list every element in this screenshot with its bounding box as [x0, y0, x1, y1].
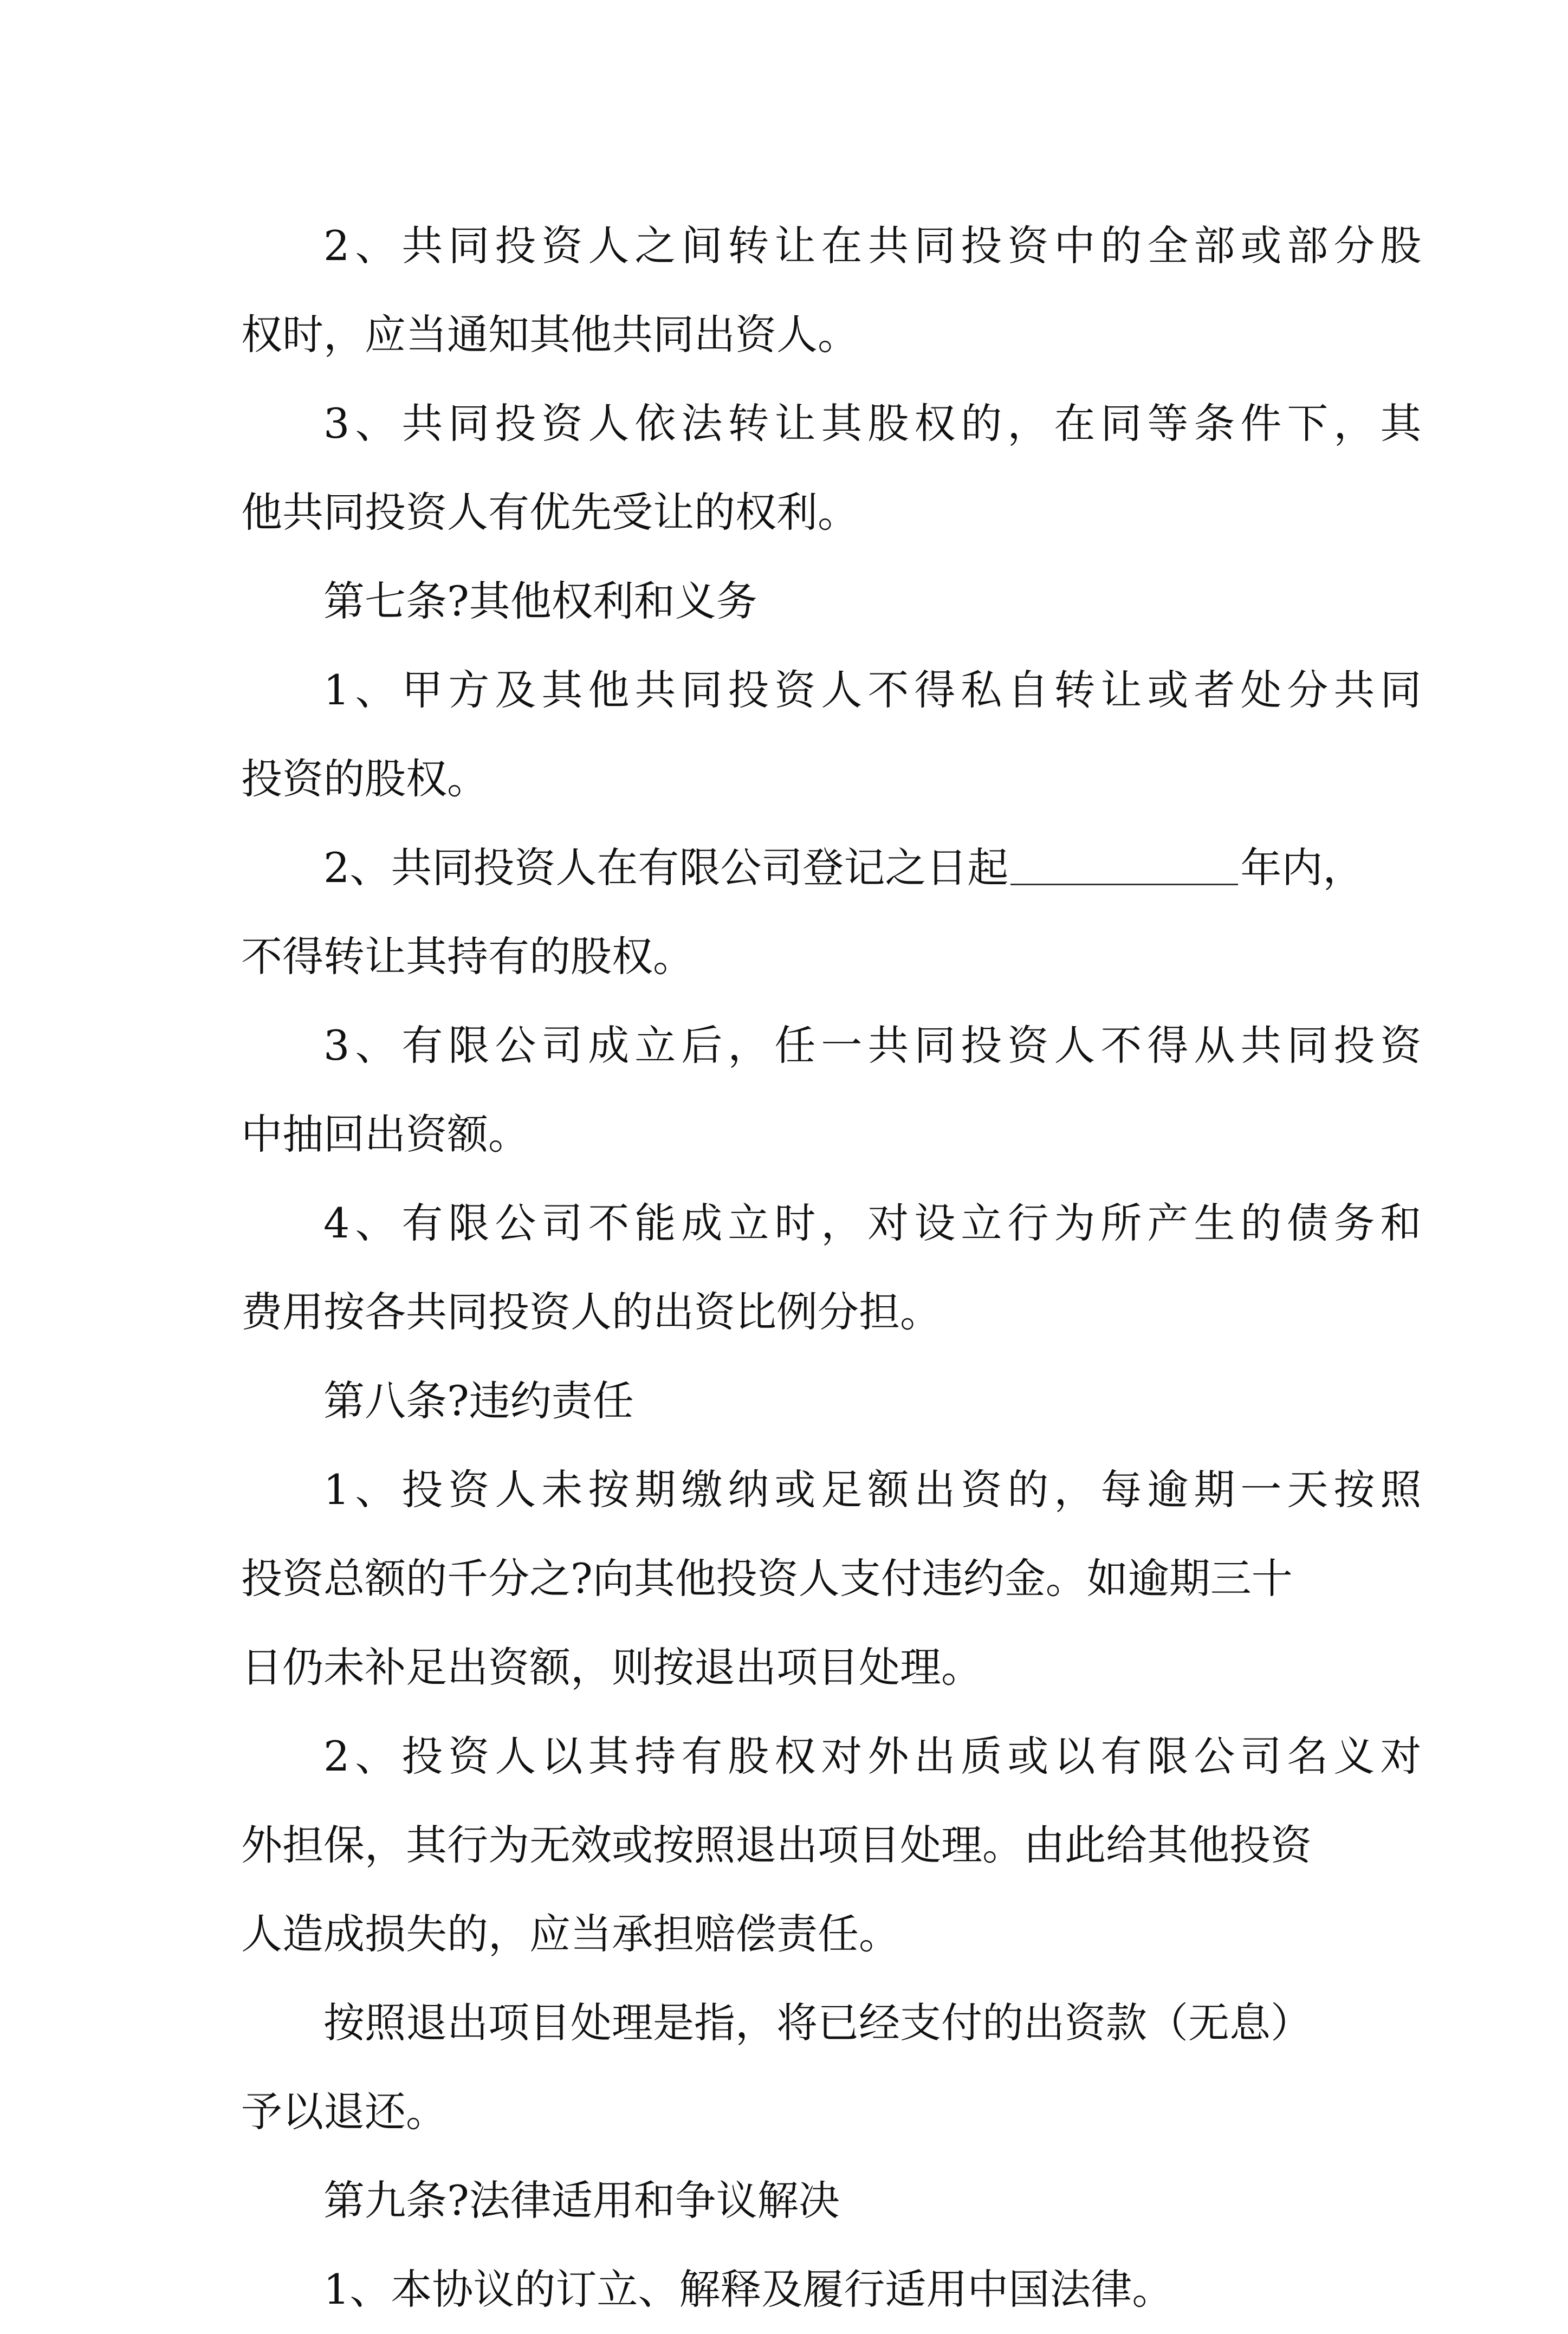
article-heading: 第八条?违约责任	[323, 1377, 634, 1425]
paragraph-line: 2、投资人以其持有股权对外出质或以有限公司名义对	[323, 1732, 1427, 1780]
paragraph-line: 费用按各共同投资人的出资比例分担。	[241, 1288, 941, 1336]
fill-in-blank	[1010, 851, 1238, 885]
paragraph-line: 外担保，其行为无效或按照退出项目处理。由此给其他投资	[241, 1821, 1312, 1869]
paragraph-line: 日仍未补足出资额，则按退出项目处理。	[241, 1643, 982, 1691]
paragraph-line: 3、有限公司成立后，任一共同投资人不得从共同投资	[323, 1021, 1427, 1069]
paragraph-line: 1、投资人未按期缴纳或足额出资的，每逾期一天按照	[323, 1466, 1427, 1514]
blank-line-prefix: 2、共同投资人在有限公司登记之日起	[323, 844, 1009, 892]
paragraph-line: 2、共同投资人之间转让在共同投资中的全部或部分股	[323, 222, 1427, 270]
article-heading: 第九条?法律适用和争议解决	[323, 2176, 840, 2225]
paragraph-line: 他共同投资人有优先受让的权利。	[241, 488, 859, 536]
paragraph-line: 人造成损失的，应当承担赔偿责任。	[241, 1910, 900, 1958]
paragraph-line: 1、甲方及其他共同投资人不得私自转让或者处分共同	[323, 666, 1427, 714]
paragraph-line: 中抽回出资额。	[241, 1110, 529, 1158]
paragraph-line: 3、共同投资人依法转让其股权的，在同等条件下，其	[323, 399, 1427, 448]
paragraph-line: 权时，应当通知其他共同出资人。	[241, 310, 859, 359]
paragraph-line: 按照退出项目处理是指，将已经支付的出资款（无息）	[323, 1999, 1312, 2047]
paragraph-line: 不得转让其持有的股权。	[241, 932, 694, 981]
paragraph-line-with-blank	[241, 824, 1364, 912]
blank-line-suffix: 年内，	[1240, 844, 1364, 892]
paragraph-line: 投资总额的千分之?向其他投资人支付违约金。如逾期三十	[241, 1554, 1293, 1603]
article-heading: 第七条?其他权利和义务	[323, 577, 757, 625]
paragraph-line: 予以退还。	[241, 2087, 447, 2136]
paragraph-line: 1、本协议的订立、解释及履行适用中国法律。	[323, 2265, 1174, 2313]
paragraph-line: 投资的股权。	[241, 755, 488, 803]
document-body	[241, 202, 1427, 2334]
paragraph-line: 4、有限公司不能成立时，对设立行为所产生的债务和	[323, 1199, 1427, 1247]
